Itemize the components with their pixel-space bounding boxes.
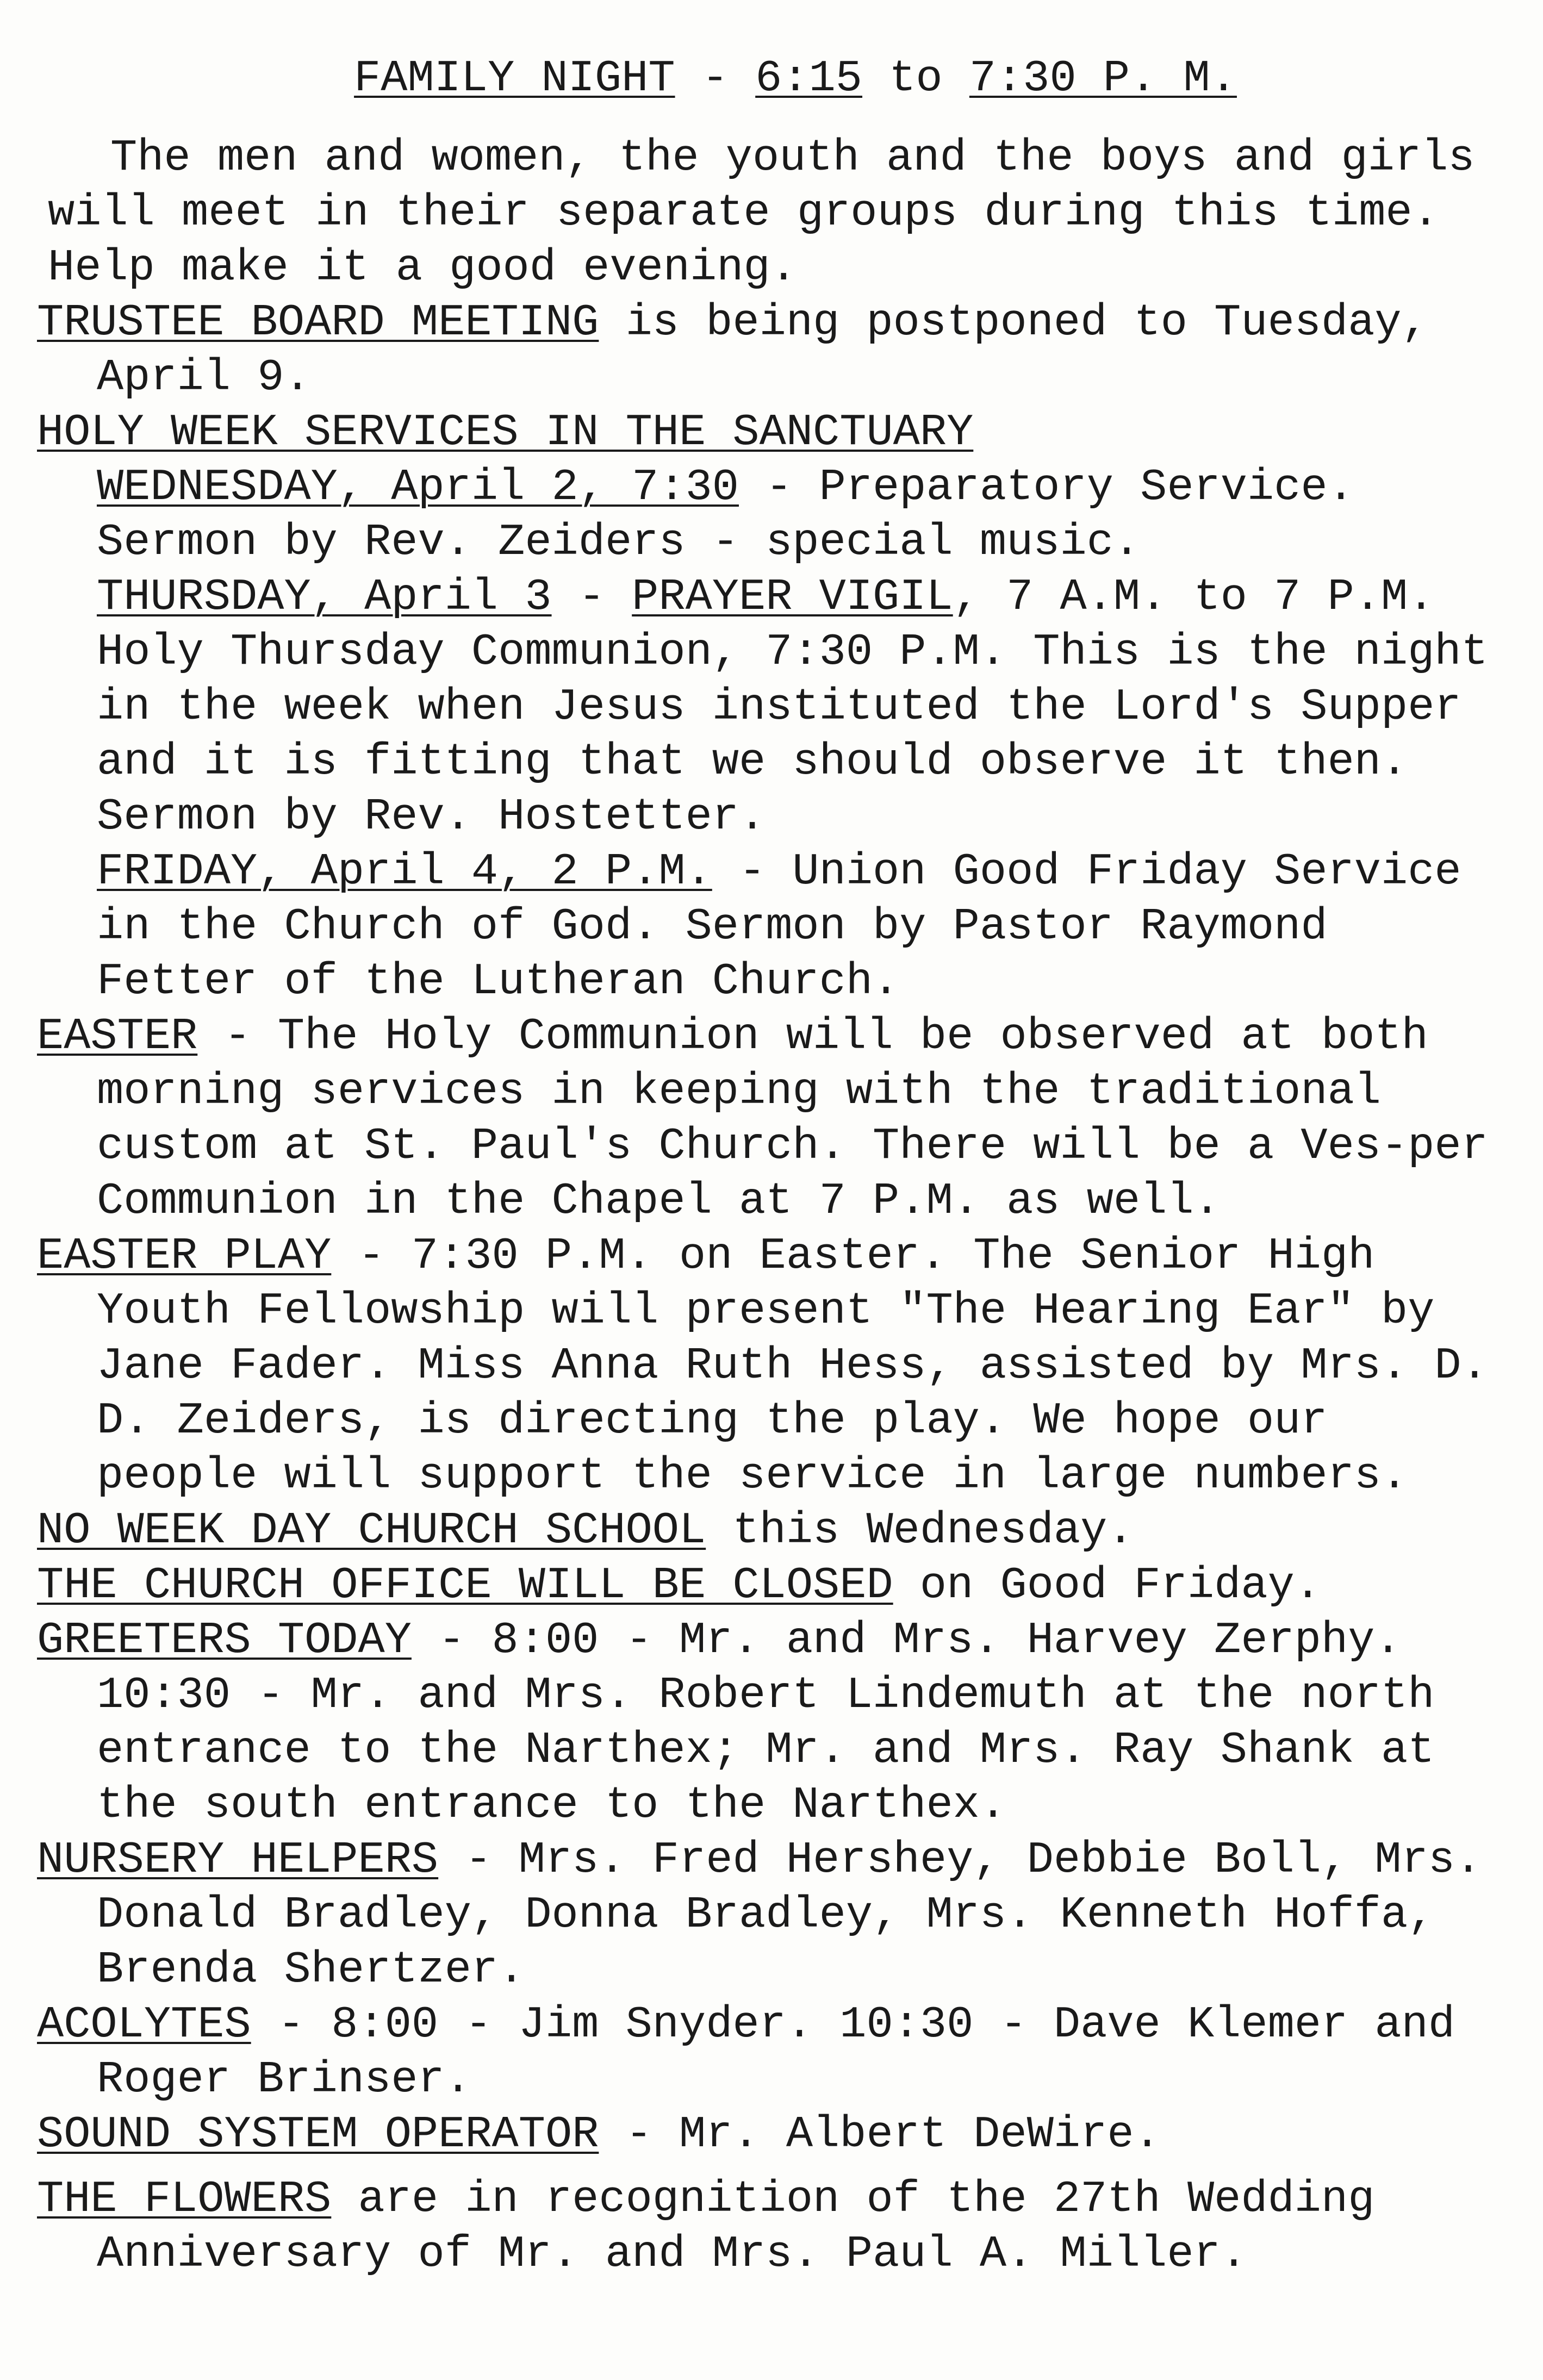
easter-entry: [37, 1009, 1510, 1229]
wednesday-heading: WEDNESDAY, April 2, 7:30: [97, 462, 739, 513]
wednesday-entry: [37, 460, 1510, 570]
easter-play-entry: [37, 1229, 1510, 1503]
thursday-dash: -: [551, 572, 632, 622]
trustee-entry: [37, 295, 1510, 405]
prayer-vigil-heading: PRAYER VIGIL: [632, 572, 953, 622]
greeters-heading: GREETERS TODAY: [37, 1615, 412, 1666]
flowers-text: are in recognition of the 27th Wedding Anniversary of Mr. and Mrs. Paul A. Miller.: [97, 2174, 1375, 2279]
nursery-text: - Mrs. Fred Hershey, Debbie Boll, Mrs. Donald Bradley, Donna Bradley, Mrs. Kenneth Hoffa, Brenda Shertzer.: [97, 1835, 1482, 1995]
title-dash: -: [675, 53, 756, 104]
nursery-heading: NURSERY HELPERS: [37, 1835, 439, 1885]
thursday-heading: THURSDAY, April 3: [97, 572, 552, 622]
thursday-entry: [37, 570, 1510, 844]
page-title: [80, 49, 1510, 109]
intro-paragraph: The men and women, the youth and the boys and girls will meet in their separate groups during this time. Help make it a good evening.: [48, 133, 1475, 293]
easter-play-heading: EASTER PLAY: [37, 1231, 332, 1281]
title-label: FAMILY NIGHT: [354, 53, 675, 104]
title-start-time: 6:15: [755, 53, 863, 104]
title-end-time: 7:30 P. M.: [969, 53, 1237, 104]
week-day-school-text: this Wednesday.: [706, 1505, 1134, 1556]
friday-text: - Union Good Friday Service in the Church of God. Sermon by Pastor Raymond Fetter of the Lutheran Church.: [97, 846, 1461, 1007]
flowers-entry: [37, 2172, 1510, 2282]
easter-text: - The Holy Communion will be observed at both morning services in keeping with the traditional custom at St. Paul's Church. There will be a Ves-per Communion in the Chapel at 7 P.M. as well.: [97, 1011, 1488, 1226]
easter-play-text: - 7:30 P.M. on Easter. The Senior High Youth Fellowship will present "The Hearing Ear" by Jane Fader. Miss Anna Ruth Hess, assisted by Mrs. D. D. Zeiders, is directing the play. We hope our people will support the service in large numbers.: [97, 1231, 1488, 1501]
sound-system-heading: SOUND SYSTEM OPERATOR: [37, 2109, 599, 2160]
church-office-text: on Good Friday.: [893, 1560, 1321, 1611]
sound-system-text: - Mr. Albert DeWire.: [599, 2109, 1161, 2160]
acolytes-heading: ACOLYTES: [37, 1999, 251, 2050]
holy-week-entry: [37, 405, 1510, 460]
church-office-heading: THE CHURCH OFFICE WILL BE CLOSED: [37, 1560, 893, 1611]
title-to: to: [862, 53, 969, 104]
thursday-text: , 7 A.M. to 7 P.M. Holy Thursday Communion, 7:30 P.M. This is the night in the week when Jesus instituted the Lord's Supper and it is fitting that we should observe it then. Sermon by Rev. Hostetter.: [97, 572, 1488, 842]
acolytes-text: - 8:00 - Jim Snyder. 10:30 - Dave Klemer and Roger Brinser.: [97, 1999, 1455, 2105]
friday-entry: [37, 844, 1510, 1009]
nursery-entry: [37, 1833, 1510, 1997]
easter-heading: EASTER: [37, 1011, 198, 1062]
trustee-text: is being postponed to Tuesday, April 9.: [97, 297, 1428, 403]
sound-system-entry: [37, 2107, 1510, 2162]
greeters-text: - 8:00 - Mr. and Mrs. Harvey Zerphy. 10:30 - Mr. and Mrs. Robert Lindemuth at the north entrance to the Narthex; Mr. and Mrs. Ray Shank at the south entrance to the Narthex.: [97, 1615, 1435, 1830]
holy-week-heading: HOLY WEEK SERVICES IN THE SANCTUARY: [37, 407, 974, 458]
flowers-heading: THE FLOWERS: [37, 2174, 332, 2225]
friday-heading: FRIDAY, April 4, 2 P.M.: [97, 846, 712, 897]
wednesday-text: - Preparatory Service. Sermon by Rev. Zeiders - special music.: [97, 462, 1354, 568]
week-day-school-entry: [37, 1503, 1510, 1558]
week-day-school-heading: NO WEEK DAY CHURCH SCHOOL: [37, 1505, 706, 1556]
greeters-entry: [37, 1613, 1510, 1833]
acolytes-entry: [37, 1997, 1510, 2107]
trustee-heading: TRUSTEE BOARD MEETING: [37, 297, 599, 348]
church-office-entry: [37, 1558, 1510, 1613]
bulletin-sheet: [37, 49, 1510, 2282]
